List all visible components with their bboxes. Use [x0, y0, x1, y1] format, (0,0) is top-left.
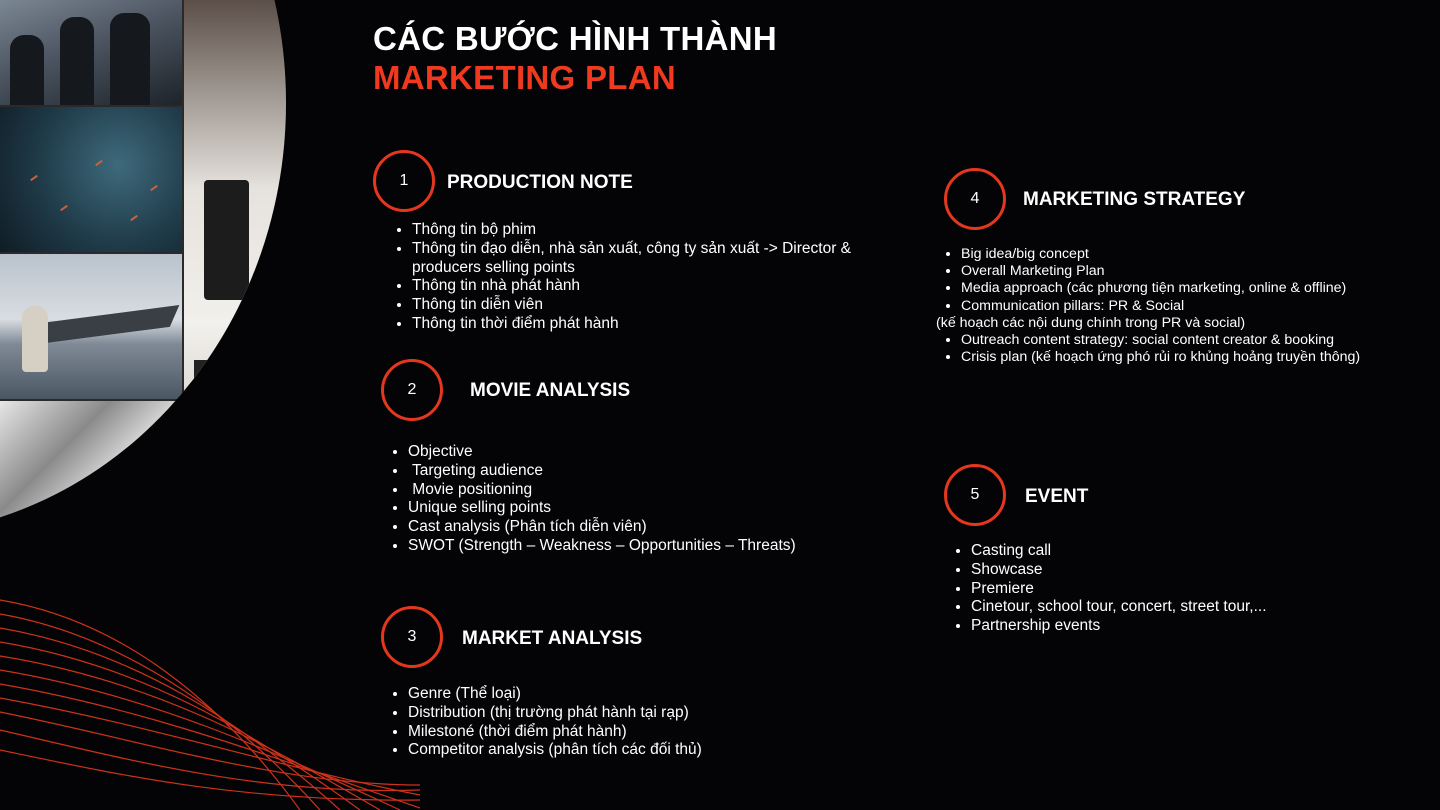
collage-photo-camera — [184, 0, 286, 536]
list-item-note: (kế hoạch các nội dung chính trong PR và social) — [936, 314, 1246, 331]
list-item: • Overall Marketing Plan — [961, 263, 1391, 280]
list-item: • Communication pillars: PR & Social — [961, 298, 1391, 315]
section-5-title: EVENT — [1025, 486, 1089, 507]
section-2-title: MOVIE ANALYSIS — [470, 380, 631, 401]
page-title-line-1: CÁC BƯỚC HÌNH THÀNH — [373, 20, 778, 57]
film-collage — [0, 0, 300, 540]
list-item: • Distribution (thị trường phát hành tại rạp) — [408, 704, 828, 723]
list-item: • Targeting audience — [408, 462, 828, 481]
section-2-list — [388, 443, 828, 556]
section-3-title: MARKET ANALYSIS — [462, 628, 643, 649]
decorative-red-waves — [0, 580, 420, 810]
list-item: • Cinetour, school tour, concert, street tour,... — [971, 598, 1391, 617]
collage-photo-cast — [0, 0, 182, 105]
list-item: • Casting call — [971, 542, 1391, 561]
section-3-list — [388, 685, 828, 760]
section-1-title: PRODUCTION NOTE — [447, 172, 633, 193]
list-item: • Competitor analysis (phân tích các đối thủ) — [408, 741, 828, 760]
list-item: • SWOT (Strength – Weakness – Opportunities – Threats) — [408, 537, 828, 556]
list-item: • Media approach (các phương tiện marketing, online & offline) — [961, 280, 1391, 297]
section-5-number-badge: 5 — [944, 464, 1006, 526]
collage-photo-astronaut — [0, 254, 182, 399]
list-item: • Premiere — [971, 580, 1391, 599]
list-item: • Thông tin nhà phát hành — [412, 277, 852, 296]
section-2-number-badge: 2 — [381, 359, 443, 421]
collage-circle-mask — [0, 0, 286, 536]
section-5-list — [951, 542, 1391, 636]
list-item: • Thông tin thời điểm phát hành — [412, 315, 852, 334]
collage-photo-blur — [0, 401, 182, 536]
list-item: • Genre (Thể loại) — [408, 685, 828, 704]
list-item: • Movie positioning — [408, 481, 828, 500]
list-item: • Thông tin diễn viên — [412, 296, 852, 315]
list-item: • Thông tin đạo diễn, nhà sản xuất, công ty sản xuất -> Director & producers selling points — [412, 240, 852, 278]
list-item: • Outreach content strategy: social content creator & booking — [961, 332, 1391, 349]
list-item: • Big idea/big concept — [961, 246, 1391, 263]
list-item: • Showcase — [971, 561, 1391, 580]
section-4-title: MARKETING STRATEGY — [1023, 189, 1246, 210]
page-title-line-2: MARKETING PLAN — [373, 59, 677, 96]
list-item: • Crisis plan (kế hoạch ứng phó rủi ro khủng hoảng truyền thông) — [961, 349, 1391, 366]
section-4-number-badge: 4 — [944, 168, 1006, 230]
list-item: • Unique selling points — [408, 499, 828, 518]
section-1-list — [392, 221, 852, 334]
list-item: • Objective — [408, 443, 828, 462]
list-item: • Thông tin bộ phim — [412, 221, 852, 240]
list-item: • Partnership events — [971, 617, 1391, 636]
section-1-number-badge: 1 — [373, 150, 435, 212]
list-item: • Milestoné (thời điểm phát hành) — [408, 723, 828, 742]
collage-photo-ocean — [0, 107, 182, 252]
section-4-list — [936, 246, 1391, 366]
section-3-number-badge: 3 — [381, 606, 443, 668]
list-item: • Cast analysis (Phân tích diễn viên) — [408, 518, 828, 537]
